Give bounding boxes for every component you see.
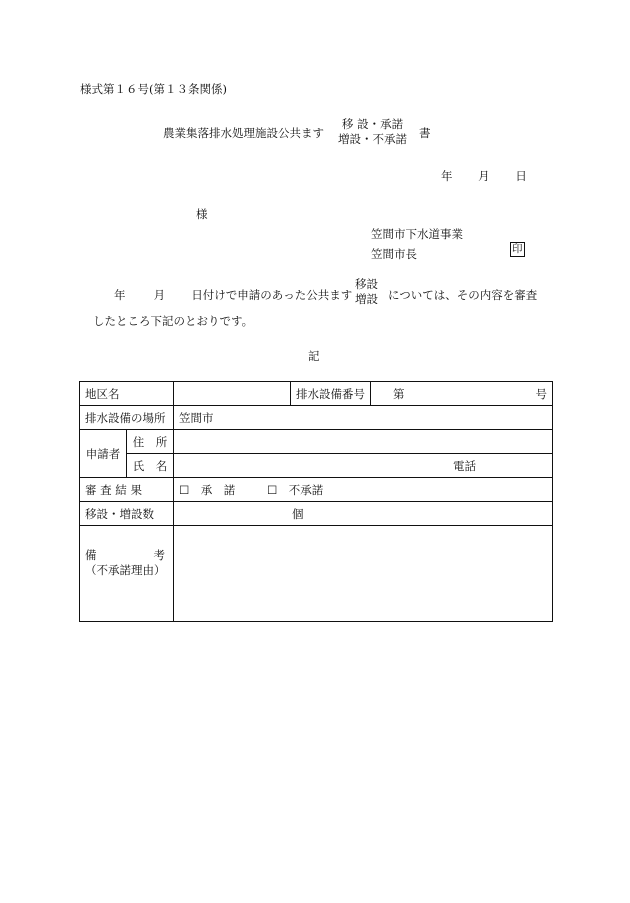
- address-label: 住 所: [127, 430, 174, 454]
- body-line-2: したところ下記のとおりです。: [93, 314, 254, 328]
- name-value[interactable]: [174, 454, 553, 478]
- body-option-relocation: 移設: [355, 277, 378, 291]
- review-options: [174, 478, 553, 502]
- applicant-label: 申請者: [80, 430, 127, 478]
- table-row-review: [80, 478, 553, 502]
- location-label: 排水設備の場所: [80, 406, 174, 430]
- title-suffix: 書: [419, 126, 431, 140]
- district-value[interactable]: [174, 382, 291, 406]
- body-month: 月: [153, 288, 166, 302]
- seal-stamp: 印: [512, 243, 523, 255]
- issuer-title: 笠間市長: [371, 247, 417, 261]
- date-year: 年: [441, 169, 453, 183]
- count-label: 移設・増設数: [80, 502, 174, 526]
- table-row-location: [80, 406, 553, 430]
- date-day: 日: [515, 169, 527, 183]
- body-options: [355, 277, 378, 307]
- name-label: 氏 名: [127, 454, 174, 478]
- table-row-name: [80, 454, 553, 478]
- document-title: 農業集落排水処理施設公共ます: [163, 126, 324, 140]
- date-month: 月: [478, 169, 490, 183]
- form-number: 様式第１６号(第１３条関係): [80, 82, 227, 96]
- table-row-count: [80, 502, 553, 526]
- body-text-2: については、その内容を審査: [388, 288, 538, 302]
- title-option-addition-rejection: 増設・不承諾: [338, 132, 407, 146]
- table-row-address: [80, 430, 553, 454]
- addressee-honorific: 様: [196, 207, 208, 221]
- drain-number-suffix: 号: [535, 386, 547, 401]
- remarks-label-1: 備: [85, 548, 97, 562]
- remarks-label-reason: （不承諾理由）: [85, 563, 166, 577]
- phone-label: 電話: [453, 458, 476, 473]
- issuer-block: [371, 224, 463, 264]
- body-line-1: [114, 287, 352, 303]
- issuer-organization: 笠間市下水道事業: [371, 227, 463, 241]
- remarks-label-2: 考: [153, 548, 165, 562]
- location-value[interactable]: 笠間市: [174, 406, 553, 430]
- approve-checkbox[interactable]: ☐ 承 諾: [179, 482, 236, 497]
- drain-number-label: 排水設備番号: [291, 382, 371, 406]
- ki-heading: 記: [308, 349, 320, 363]
- district-label: 地区名: [80, 382, 174, 406]
- title-option-relocation-approval: 移 設・承諾: [341, 117, 404, 131]
- remarks-label: [80, 526, 174, 622]
- remarks-value[interactable]: [174, 526, 553, 622]
- review-label: 審 査 結 果: [80, 478, 174, 502]
- address-value[interactable]: [174, 430, 553, 454]
- body-year: 年: [114, 288, 126, 302]
- count-value[interactable]: [174, 502, 553, 526]
- body-text-1: 日付けで申請のあった公共ます: [191, 288, 353, 302]
- table-row-remarks: [80, 526, 553, 622]
- application-table: [79, 381, 553, 622]
- reject-checkbox[interactable]: ☐ 不承諾: [266, 482, 324, 497]
- table-row-district: [80, 382, 553, 406]
- date-line: [441, 168, 549, 184]
- title-options: [338, 117, 407, 147]
- drain-number-value[interactable]: [371, 382, 553, 406]
- count-unit: 個: [292, 506, 304, 521]
- body-option-addition: 増設: [355, 292, 378, 306]
- drain-number-prefix: 第: [393, 386, 405, 401]
